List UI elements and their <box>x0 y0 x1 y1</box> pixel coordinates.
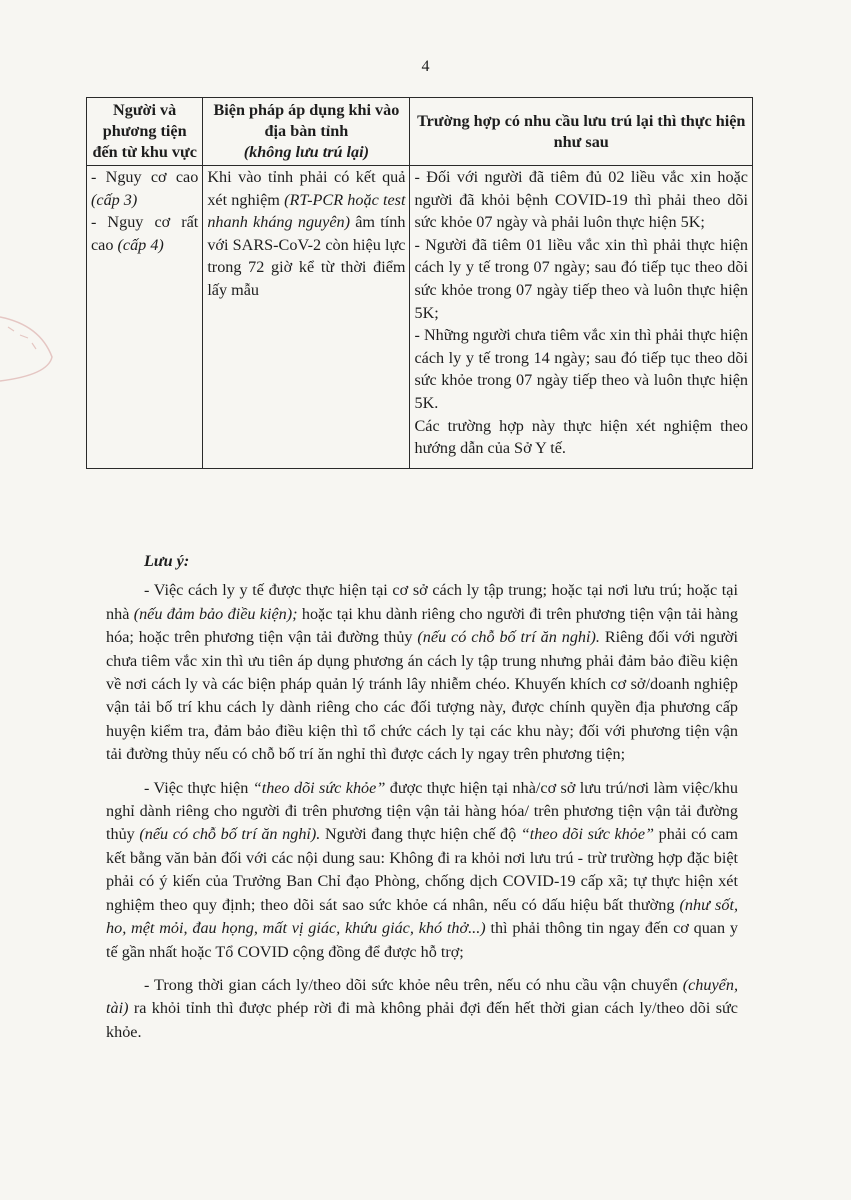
note-leaving-province: - Trong thời gian cách ly/theo dõi sức khỏe nêu trên, nếu có nhu cầu vận chuyển (chuyển, tài) ra khỏi tỉnh thì được phép rời đi mà không phải đợi đến hết thời gian cách ly/theo dõi sức khỏe. <box>106 975 738 1041</box>
note-quarantine-location: - Việc cách ly y tế được thực hiện tại cơ sở cách ly tập trung; hoặc tại nơi lưu trú; hoặc tại nhà (nếu đảm bảo điều kiện); hoặc tại khu dành riêng cho người đi trên phương tiện vận tải hàng hóa; hoặc trên phương tiện vận tải đường thủy (nếu có chỗ bố trí ăn nghỉ). Riêng đối với người chưa tiêm vắc xin thì ưu tiên áp dụng phương án cách ly tập trung nhưng phải đảm bảo điều kiện về nơi cách ly và các biện pháp quản lý tránh lây nhiễm chéo. Khuyến khích cơ sở/doanh nghiệp vận tải bố trí khu cách ly dành riêng cho các đối tượng này, được chính quyền địa phương cấp huyện kiểm tra, đảm bảo điều kiện thì tổ chức cách ly tại các khu này; đối với phương tiện vận tải đường thủy nếu có chỗ bố trí ăn nghỉ thì được cách ly ngay trên phương tiện; <box>106 581 738 764</box>
note-health-monitoring: - Việc thực hiện “theo dõi sức khỏe” được thực hiện tại nhà/cơ sở lưu trú/nơi làm việc/khu nghỉ dành riêng cho người đi trên phương tiện vận tải hàng hóa/ trên phương tiện vận tải đường thủy (nếu có chỗ bố trí ăn nghỉ). Người đang thực hiện chế độ “theo dõi sức khỏe” phải có cam kết bằng văn bản đối với các nội dung sau: Không đi ra khỏi nơi lưu trú - trừ trường hợp đặc biệt phải có ý kiến của Trưởng Ban Chỉ đạo Phòng, chống dịch COVID-19 cấp xã; tự thực hiện xét nghiệm theo quy định; theo dõi sát sao sức khỏe cá nhân, nếu có dấu hiệu bất thường (như sốt, ho, mệt mỏi, đau họng, mất vị giác, khứu giác, khó thở...) thì phải thông tin ngay đến cơ quan y tế gần nhất hoặc Tổ COVID cộng đồng để được hỗ trợ; <box>106 778 739 961</box>
stay-rule-fully-vaccinated: - Đối với người đã tiêm đủ 02 liều vắc xin hoặc người đã khỏi bệnh COVID-19 thì phải theo dõi sức khỏe 07 ngày và phải luôn thực hiện 5K; <box>414 168 748 232</box>
header-stay-cases: Trường hợp có nhu cầu lưu trú lại thì thực hiện như sau <box>410 98 753 166</box>
stay-rule-one-dose: - Người đã tiêm 01 liều vắc xin thì phải thực hiện cách ly y tế trong 07 ngày; sau đó tiếp tục theo dõi sức khỏe trong 07 ngày tiếp theo và luôn thực hiện 5K; <box>414 235 748 322</box>
header-entry-measure-sub: (không lưu trú lại) <box>243 143 370 161</box>
risk-level-very-high: - Nguy cơ rất cao (cấp 4) <box>91 213 199 254</box>
cell-stay-requirements <box>410 166 753 469</box>
stay-rule-unvaccinated: - Những người chưa tiêm vắc xin thì phải thực hiện cách ly y tế trong 14 ngày; sau đó tiếp tục theo dõi sức khỏe trong 07 ngày tiếp theo và luôn thực hiện 5K. <box>414 326 748 412</box>
risk-level-high: - Nguy cơ cao (cấp 3) <box>91 168 199 209</box>
table-header-row <box>87 98 753 166</box>
red-stamp-fragment <box>0 305 60 385</box>
cell-entry-requirement: Khi vào tỉnh phải có kết quả xét nghiệm (RT-PCR hoặc test nhanh kháng nguyên) âm tính với SARS-CoV-2 còn hiệu lực trong 72 giờ kể từ thời điểm lấy mẫu <box>203 166 410 469</box>
stay-rule-testing: Các trường hợp này thực hiện xét nghiệm theo hướng dẫn của Sở Y tế. <box>414 416 748 458</box>
header-entry-measure-main: Biện pháp áp dụng khi vào địa bàn tỉnh <box>213 101 400 140</box>
header-origin-area: Người và phương tiện đến từ khu vực <box>87 98 203 166</box>
notes-title: Lưu ý: <box>144 552 190 570</box>
table-row <box>87 166 753 469</box>
page-number: 4 <box>421 58 430 75</box>
notes-section <box>106 550 738 1054</box>
policy-table <box>86 97 753 469</box>
cell-risk-levels <box>87 166 203 469</box>
header-entry-measure <box>203 98 410 166</box>
